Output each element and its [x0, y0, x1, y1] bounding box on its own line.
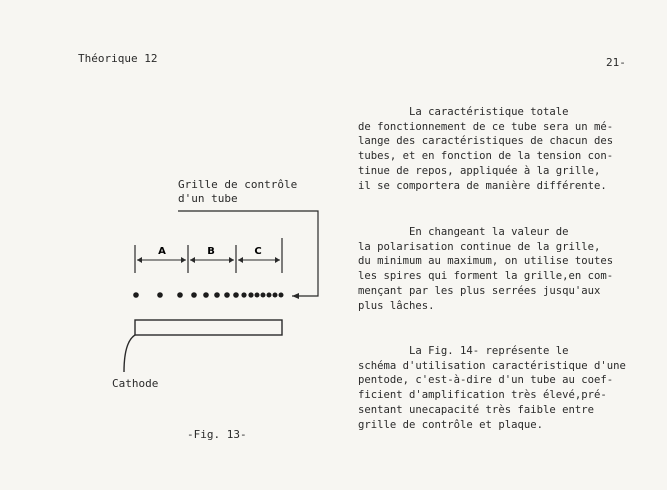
cathode-block — [135, 320, 282, 335]
text-line: la polarisation continue de la grille, — [358, 240, 601, 253]
text-line: les spires qui forment la grille,en com- — [358, 270, 614, 283]
text-line: La Fig. 14- représente le — [358, 345, 569, 357]
dimension-c — [238, 257, 280, 263]
text-line: grille de contrôle et plaque. — [358, 418, 543, 431]
grid-label — [178, 178, 297, 206]
dimension-b — [190, 257, 234, 263]
text-line: schéma d'utilisation caractéristique d'une — [358, 359, 626, 372]
text-line: il se comportera de manière différente. — [358, 179, 607, 192]
text-line: lange des caractéristiques de chacun des — [358, 135, 614, 148]
page-number: 21- — [606, 56, 626, 69]
segment-label-c: C — [254, 246, 262, 257]
figure-caption: -Fig. 13- — [187, 428, 247, 441]
segment-label-b: B — [207, 246, 215, 257]
text-line: En changeant la valeur de — [358, 226, 569, 238]
leader-arrowhead — [292, 293, 299, 299]
text-line: plus lâches. — [358, 299, 435, 312]
cathode-lead — [124, 335, 135, 372]
text-line: tubes, et en fonction de la tension con- — [358, 150, 614, 163]
text-line: ficient d'amplification très élevé,pré- — [358, 389, 607, 402]
grid-wire-dots — [133, 292, 283, 298]
page-header-title: Théorique 12 — [78, 52, 158, 65]
segment-label-a: A — [158, 246, 166, 257]
dimension-a — [137, 257, 186, 263]
text-line: tinue de repos, appliquée à la grille, — [358, 164, 601, 177]
cathode-label: Cathode — [112, 377, 159, 390]
text-line: du minimum au maximum, on utilise toutes — [358, 255, 614, 268]
grid-label-line: d'un tube — [178, 192, 238, 205]
grid-label-line: Grille de contrôle — [178, 178, 298, 191]
text-line: sentant unecapacité très faible entre — [358, 403, 594, 416]
text-line: La caractéristique totale — [358, 106, 569, 118]
text-line: pentode, c'est-à-dire d'un tube au coef- — [358, 374, 614, 387]
text-line: de fonctionnement de ce tube sera un mé- — [358, 120, 614, 133]
label-leader-line — [178, 211, 318, 296]
text-line: mençant par les plus serrées jusqu'aux — [358, 284, 601, 297]
